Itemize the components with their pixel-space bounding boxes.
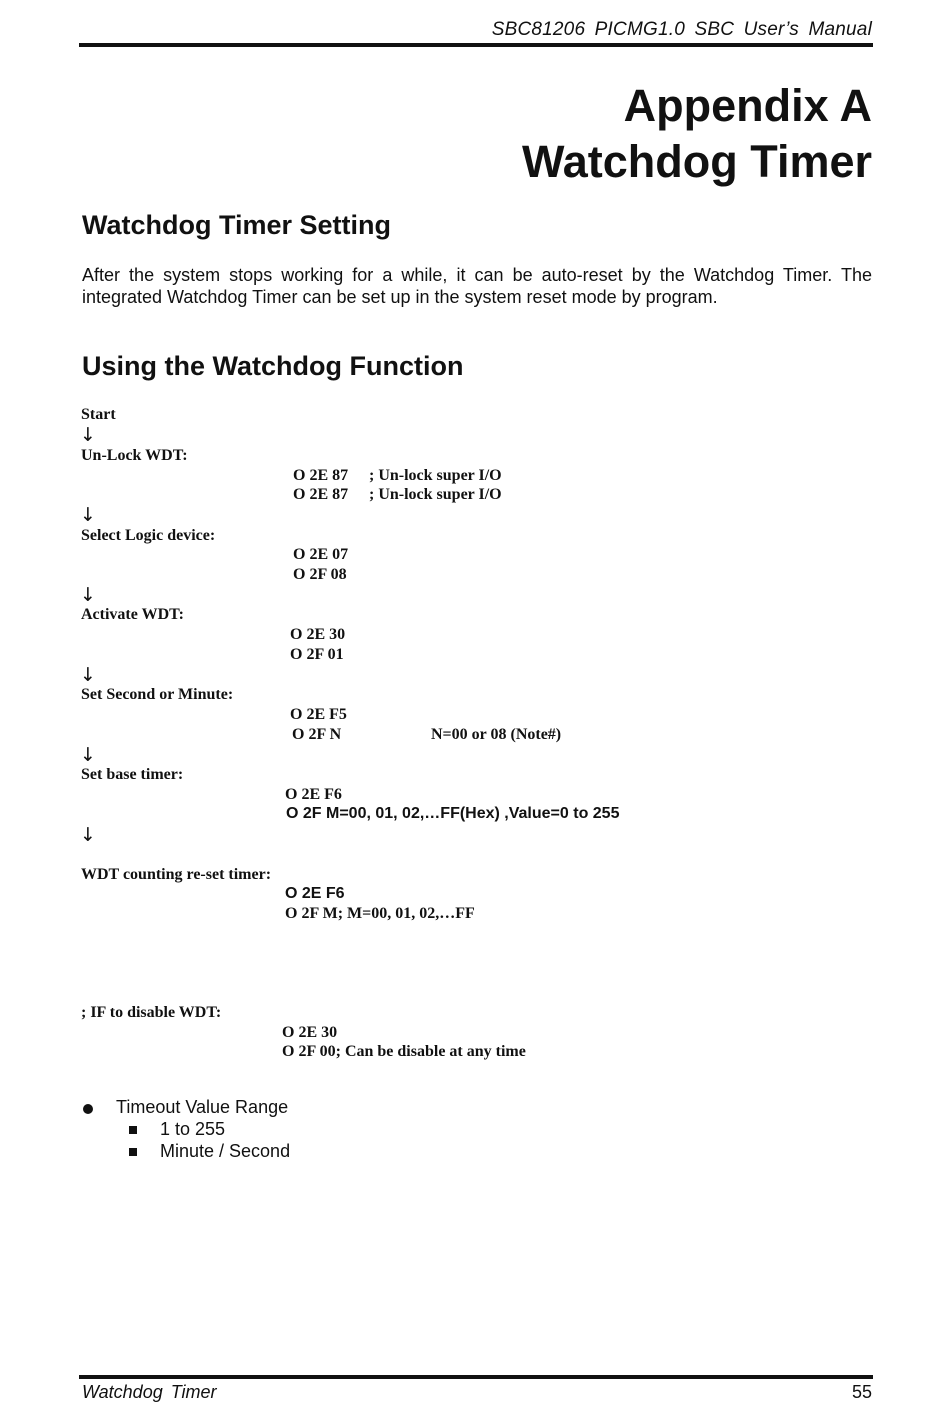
disable-command-2: O 2F 00; Can be disable at any time bbox=[282, 1043, 526, 1060]
page-number: 55 bbox=[851, 1382, 872, 1402]
set-second-note: N=00 or 08 (Note#) bbox=[431, 726, 562, 743]
down-arrow-icon: ↓ bbox=[80, 504, 96, 526]
disable-command-1: O 2E 30 bbox=[282, 1024, 338, 1041]
running-header: SBC81206 PICMG1.0 SBC User’s Manual bbox=[491, 19, 872, 40]
down-arrow-icon: ↓ bbox=[80, 824, 96, 846]
footer-chapter: Watchdog Timer bbox=[82, 1382, 217, 1402]
step-unlock-label: Un-Lock WDT: bbox=[81, 447, 188, 464]
activate-command-2: O 2F 01 bbox=[290, 646, 344, 663]
select-command-1: O 2E 07 bbox=[293, 546, 349, 563]
chapter-title: Watchdog Timer bbox=[521, 136, 872, 187]
base-timer-command-2: O 2F M=00, 01, 02,…FF(Hex) ,Value=0 to 255 bbox=[286, 805, 620, 822]
section-heading-function: Using the Watchdog Function bbox=[82, 351, 464, 381]
set-second-command-2: O 2F N bbox=[292, 726, 342, 743]
step-select-label: Select Logic device: bbox=[81, 527, 216, 544]
activate-command-1: O 2E 30 bbox=[290, 626, 346, 643]
step-base-timer-label: Set base timer: bbox=[81, 766, 184, 783]
unlock-command-1: O 2E 87 bbox=[293, 467, 349, 484]
unlock-comment-1: ; Un-lock super I/O bbox=[369, 467, 502, 484]
step-disable-label: ; IF to disable WDT: bbox=[81, 1004, 222, 1021]
step-reset-timer-label: WDT counting re-set timer: bbox=[81, 866, 272, 883]
down-arrow-icon: ↓ bbox=[80, 424, 96, 446]
bullet-square-icon bbox=[129, 1126, 137, 1134]
select-command-2: O 2F 08 bbox=[293, 566, 347, 583]
bullet-range-value: 1 to 255 bbox=[160, 1119, 226, 1139]
unlock-command-2: O 2E 87 bbox=[293, 486, 349, 503]
section-heading-setting: Watchdog Timer Setting bbox=[82, 210, 392, 240]
appendix-label: Appendix A bbox=[623, 80, 872, 131]
base-timer-command-1: O 2E F6 bbox=[285, 786, 342, 803]
footer-rule bbox=[79, 1375, 873, 1379]
step-start: Start bbox=[81, 406, 116, 423]
step-set-second-label: Set Second or Minute: bbox=[81, 686, 234, 703]
down-arrow-icon: ↓ bbox=[80, 664, 96, 686]
intro-paragraph: After the system stops working for a while, it can be auto-reset by the Watchdog Timer. The integrated Watchdog Timer can be set up in the system reset mode by program. bbox=[82, 265, 872, 307]
bullet-range-unit: Minute / Second bbox=[160, 1141, 291, 1161]
down-arrow-icon: ↓ bbox=[80, 584, 96, 606]
reset-timer-command-2: O 2F M; M=00, 01, 02,…FF bbox=[285, 905, 475, 922]
unlock-comment-2: ; Un-lock super I/O bbox=[369, 486, 502, 503]
reset-timer-command-1: O 2E F6 bbox=[285, 885, 345, 902]
header-rule bbox=[79, 43, 873, 47]
bullet-dot-icon bbox=[83, 1104, 93, 1114]
down-arrow-icon: ↓ bbox=[80, 744, 96, 766]
set-second-command-1: O 2E F5 bbox=[290, 706, 347, 723]
step-activate-label: Activate WDT: bbox=[81, 606, 184, 623]
bullet-timeout-range: Timeout Value Range bbox=[116, 1097, 289, 1117]
bullet-square-icon bbox=[129, 1148, 137, 1156]
